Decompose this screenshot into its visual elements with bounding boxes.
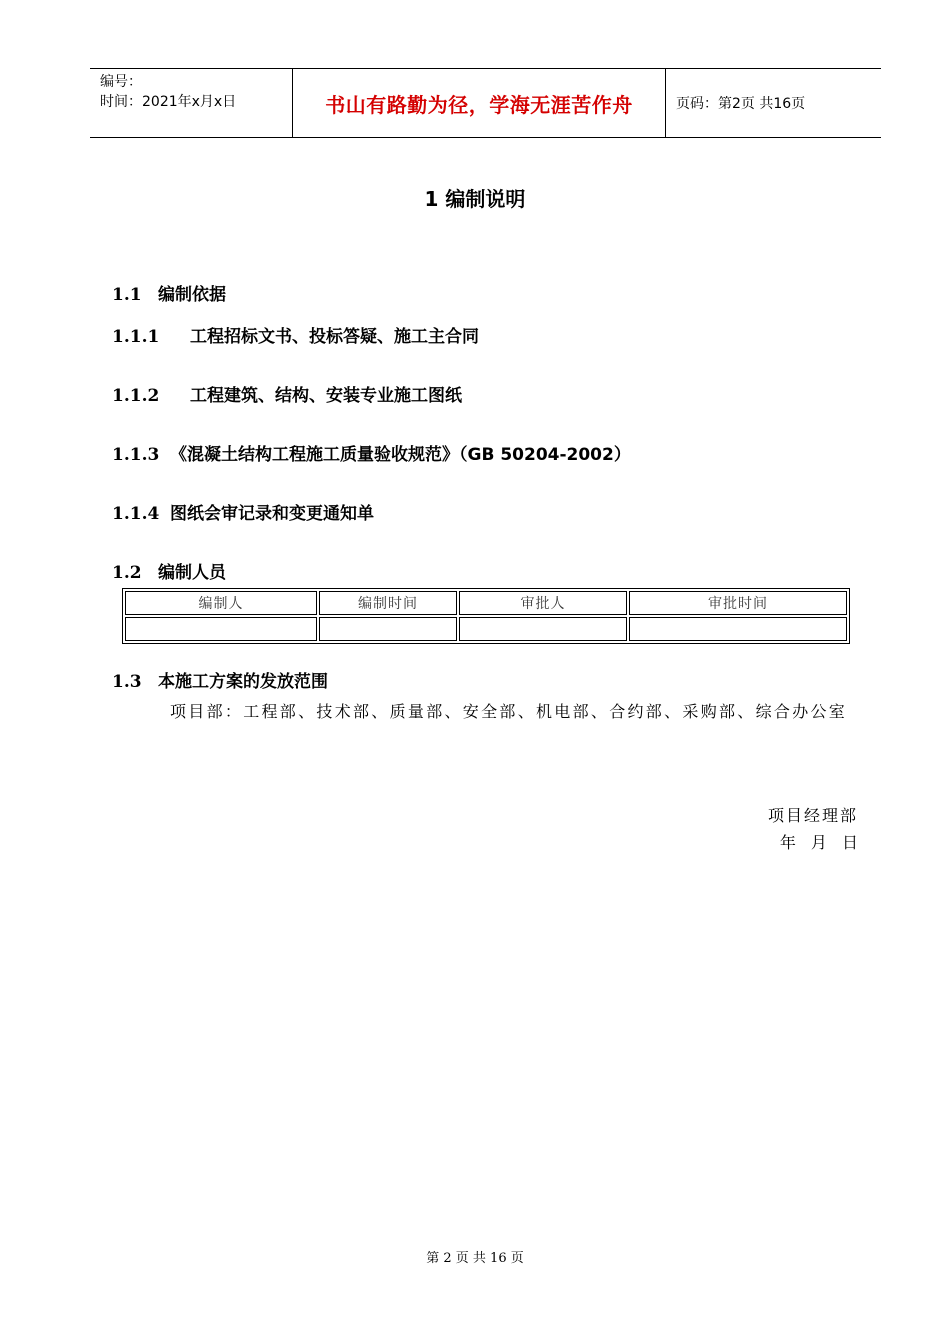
heading-text: 工程建筑、结构、安装专业施工图纸 <box>190 386 462 406</box>
table-header-row <box>125 591 847 615</box>
header-left-cell <box>90 69 293 137</box>
table-cell <box>459 617 627 641</box>
table-header-cell: 审批时间 <box>629 591 847 615</box>
staff-table <box>122 588 850 644</box>
heading-1-1 <box>112 280 226 305</box>
page-info: 页码：第2页 共16页 <box>676 96 806 112</box>
header-page-cell <box>666 69 881 137</box>
table-cell <box>319 617 457 641</box>
table-header-cell: 编制人 <box>125 591 317 615</box>
section-title: 1 编制说明 <box>424 187 526 211</box>
page-footer: 第 2 页 共 16 页 <box>426 1251 524 1266</box>
heading-text: 《混凝土结构工程施工质量验收规范》（GB 50204-2002） <box>170 445 631 465</box>
heading-number: 1.1.3 <box>112 445 160 465</box>
heading-number: 1.1.4 <box>112 504 160 524</box>
heading-1-3 <box>112 667 328 692</box>
heading-text: 工程招标文书、投标答疑、施工主合同 <box>190 327 479 347</box>
code-label: 编号： <box>100 74 142 90</box>
table-cell <box>629 617 847 641</box>
heading-text: 编制人员 <box>158 563 226 583</box>
heading-number: 1.1.2 <box>112 386 160 406</box>
heading-number: 1.1.1 <box>112 327 160 347</box>
table-header-cell: 审批人 <box>459 591 627 615</box>
heading-1-1-4 <box>112 499 374 524</box>
heading-text: 编制依据 <box>158 285 226 305</box>
heading-text: 图纸会审记录和变更通知单 <box>170 504 374 524</box>
header-motto-cell <box>293 69 666 137</box>
heading-text: 本施工方案的发放范围 <box>158 672 328 692</box>
time-label: 时间：2021年x月x日 <box>100 94 237 110</box>
heading-1-2 <box>112 558 226 583</box>
table-row <box>125 617 847 641</box>
motto: 书山有路勤为径，学海无涯苦作舟 <box>325 92 633 117</box>
table-header-cell: 编制时间 <box>319 591 457 615</box>
signature-dept: 项目经理部 <box>767 806 858 825</box>
document-header <box>90 68 881 138</box>
heading-1-1-2 <box>112 381 462 406</box>
heading-number: 1.2 <box>112 563 142 583</box>
table-cell <box>125 617 317 641</box>
heading-1-1-3 <box>112 440 631 465</box>
signature-date: 年 月 日 <box>779 833 860 852</box>
distribution-paragraph: 项目部：工程部、技术部、质量部、安全部、机电部、合约部、采购部、综合办公室 <box>170 702 848 721</box>
heading-number: 1.1 <box>112 285 142 305</box>
heading-number: 1.3 <box>112 672 142 692</box>
heading-1-1-1 <box>112 322 479 347</box>
